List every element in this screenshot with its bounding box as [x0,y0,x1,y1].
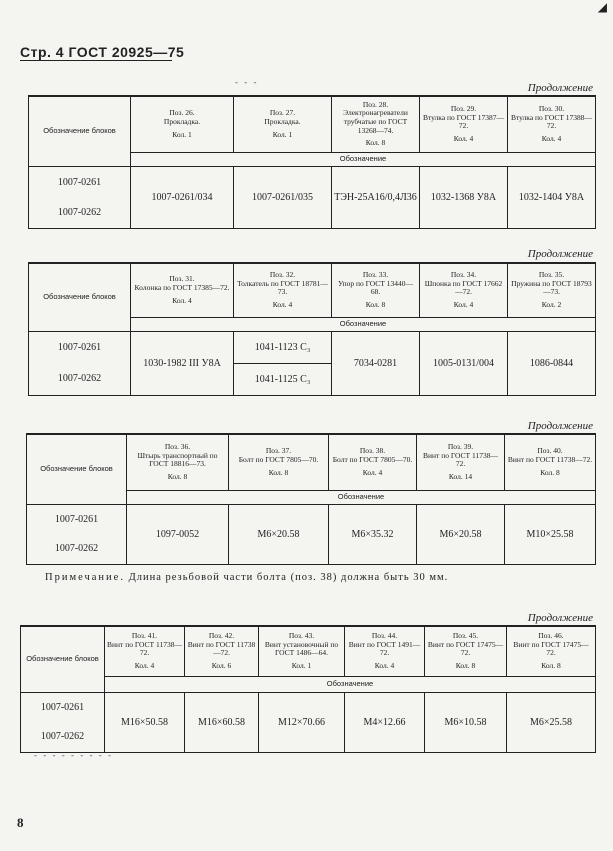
position-cell: Поз. 39. Винт по ГОСТ 11738—72. Кол. 14 [417,434,505,490]
value-cell: 1005-0131/004 [420,331,508,395]
position-cell: Поз. 42. Винт по ГОСТ 11738—72. Кол. 6 [185,626,259,676]
note-text: Длина резьбовой части болта (поз. 38) должна быть 30 мм. [128,572,449,583]
value-cell: М12×70.66 [259,692,345,752]
continuation-label: Продолжение [527,82,593,94]
designation-header: Обозначение [105,676,596,692]
spec-table-1 [28,95,596,229]
position-cell: Поз. 30. Втулка по ГОСТ 17388—72. Кол. 4 [508,96,596,152]
value-cell: 1041-1125 С₃ [234,363,332,395]
position-cell: Поз. 33. Упор по ГОСТ 13440—68. Кол. 8 [332,263,420,317]
designation-header: Обозначение [131,317,596,331]
value-cell: М16×50.58 [105,692,185,752]
position-cell: Поз. 38. Болт по ГОСТ 7805—70. Кол. 4 [329,434,417,490]
value-cell: М4×12.66 [345,692,425,752]
block-header: Обозначение блоков [27,434,127,504]
spec-table-4 [20,625,596,753]
position-cell: Поз. 40. Винт по ГОСТ 11738—72. Кол. 8 [505,434,596,490]
continuation-label: Продолжение [527,612,593,624]
block-header: Обозначение блоков [29,263,131,331]
value-cell: ТЭН-25А16/0,4Л36 [332,166,420,228]
block-header: Обозначение блоков [21,626,105,692]
position-cell: Поз. 36. Штырь транспортный по ГОСТ 18816—73. Кол. 8 [127,434,229,490]
position-cell: Поз. 43. Винт установочный по ГОСТ 1486—64. Кол. 1 [259,626,345,676]
value-cell: М16×60.58 [185,692,259,752]
scan-dashes: - - - [235,77,259,87]
block-code: 1007-0261 [29,166,131,198]
value-cell: М6×10.58 [425,692,507,752]
header-rule [20,60,172,61]
position-cell: Поз. 44. Винт по ГОСТ 1491—72. Кол. 4 [345,626,425,676]
value-cell: 1086-0844 [508,331,596,395]
page-number: 8 [17,815,24,830]
value-cell: 1097-0052 [127,504,229,564]
block-code: 1007-0261 [21,692,105,722]
value-cell: 1032-1368 У8А [420,166,508,228]
value-cell: М6×20.58 [417,504,505,564]
value-cell: 1030-1982 III У8А [131,331,234,395]
note-label: Примечание. [45,572,125,583]
block-code: 1007-0262 [29,363,131,395]
value-cell: 1007-0261/035 [234,166,332,228]
value-cell: 1041-1123 С₃ [234,331,332,363]
designation-header: Обозначение [131,152,596,166]
value-cell: М6×35.32 [329,504,417,564]
continuation-label: Продолжение [527,248,593,260]
designation-header: Обозначение [127,490,596,504]
corner-mark-icon: ◢ [597,0,607,14]
position-cell: Поз. 28. Электронагреватели трубчатые по ГОСТ 13268—74. Кол. 8 [332,96,420,152]
position-cell: Поз. 37. Болт по ГОСТ 7805—70. Кол. 8 [229,434,329,490]
page-header: Стр. 4 ГОСТ 20925—75 [20,44,185,60]
position-cell: Поз. 29. Втулка по ГОСТ 17387—72. Кол. 4 [420,96,508,152]
position-cell: Поз. 26. Прокладка. Кол. 1 [131,96,234,152]
position-cell: Поз. 34. Шпонка по ГОСТ 17662—72. Кол. 4 [420,263,508,317]
value-cell: 7034-0281 [332,331,420,395]
continuation-label: Продолжение [527,420,593,432]
value-cell: М6×25.58 [507,692,596,752]
block-code: 1007-0262 [27,534,127,564]
spec-table-3 [26,433,596,565]
position-cell: Поз. 31. Колонка по ГОСТ 17385—72. Кол. 4 [131,263,234,317]
value-cell: 1032-1404 У8А [508,166,596,228]
block-code: 1007-0261 [27,504,127,534]
position-cell: Поз. 41. Винт по ГОСТ 11738—72. Кол. 4 [105,626,185,676]
scan-dashes: - - - - - - - - - [34,750,113,760]
block-header: Обозначение блоков [29,96,131,166]
block-code: 1007-0262 [21,722,105,752]
value-cell: М10×25.58 [505,504,596,564]
position-cell: Поз. 27. Прокладка. Кол. 1 [234,96,332,152]
position-cell: Поз. 45. Винт по ГОСТ 17475—72. Кол. 8 [425,626,507,676]
block-code: 1007-0261 [29,331,131,363]
value-cell: М6×20.58 [229,504,329,564]
note [45,572,448,583]
block-code: 1007-0262 [29,198,131,228]
position-cell: Поз. 32. Толкатель по ГОСТ 18781—73. Кол. 4 [234,263,332,317]
value-cell: 1007-0261/034 [131,166,234,228]
position-cell: Поз. 46. Винт по ГОСТ 17475—72. Кол. 8 [507,626,596,676]
position-cell: Поз. 35. Пружина по ГОСТ 18793—73. Кол. 2 [508,263,596,317]
spec-table-2 [28,262,596,396]
